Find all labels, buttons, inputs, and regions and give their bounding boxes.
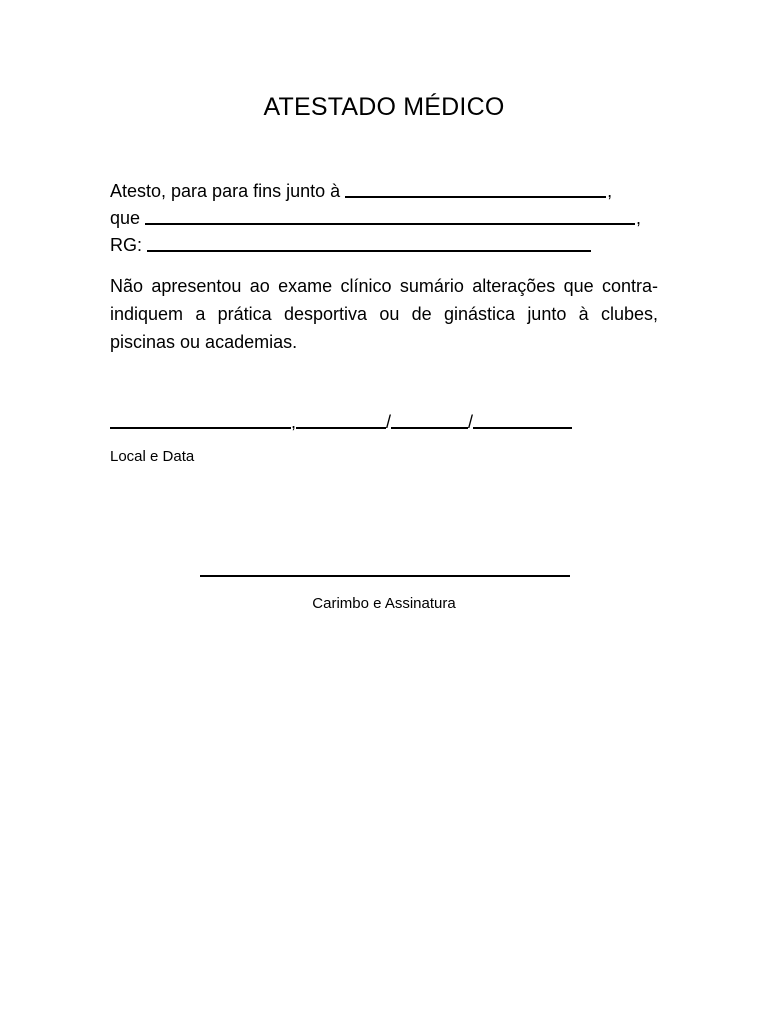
- local-date-line: [110, 408, 572, 436]
- fill-line-rg: [110, 232, 658, 259]
- month-blank-field[interactable]: [391, 412, 468, 429]
- day-blank-field[interactable]: [296, 412, 386, 429]
- fill-in-section: [110, 178, 658, 259]
- rg-blank-field[interactable]: [147, 235, 591, 252]
- atesto-label: Atesto, para para fins junto à: [110, 181, 341, 201]
- signature-blank-field[interactable]: [200, 575, 570, 577]
- fill-line-que: [110, 205, 658, 232]
- rg-label: RG:: [110, 235, 143, 255]
- fill-line-atesto: [110, 178, 658, 205]
- que-comma: ,: [636, 208, 642, 228]
- local-blank-field[interactable]: [110, 412, 291, 429]
- atesto-comma: ,: [607, 181, 613, 201]
- local-data-label: Local e Data: [110, 448, 195, 465]
- declaration-paragraph: Não apresentou ao exame clínico sumário alterações que contra-indiquem a prática desportiva ou de ginástica junto à clubes, piscinas ou academias.: [110, 276, 658, 352]
- que-blank-field[interactable]: [145, 208, 635, 225]
- date-slash-2: /: [468, 412, 474, 432]
- signature-label: Carimbo e Assinatura: [312, 595, 456, 612]
- year-blank-field[interactable]: [473, 412, 572, 429]
- atesto-blank-field[interactable]: [345, 181, 606, 198]
- date-slash-1: /: [386, 412, 392, 432]
- date-comma: ,: [291, 412, 297, 432]
- que-label: que: [110, 208, 141, 228]
- document-title: ATESTADO MÉDICO: [263, 93, 505, 121]
